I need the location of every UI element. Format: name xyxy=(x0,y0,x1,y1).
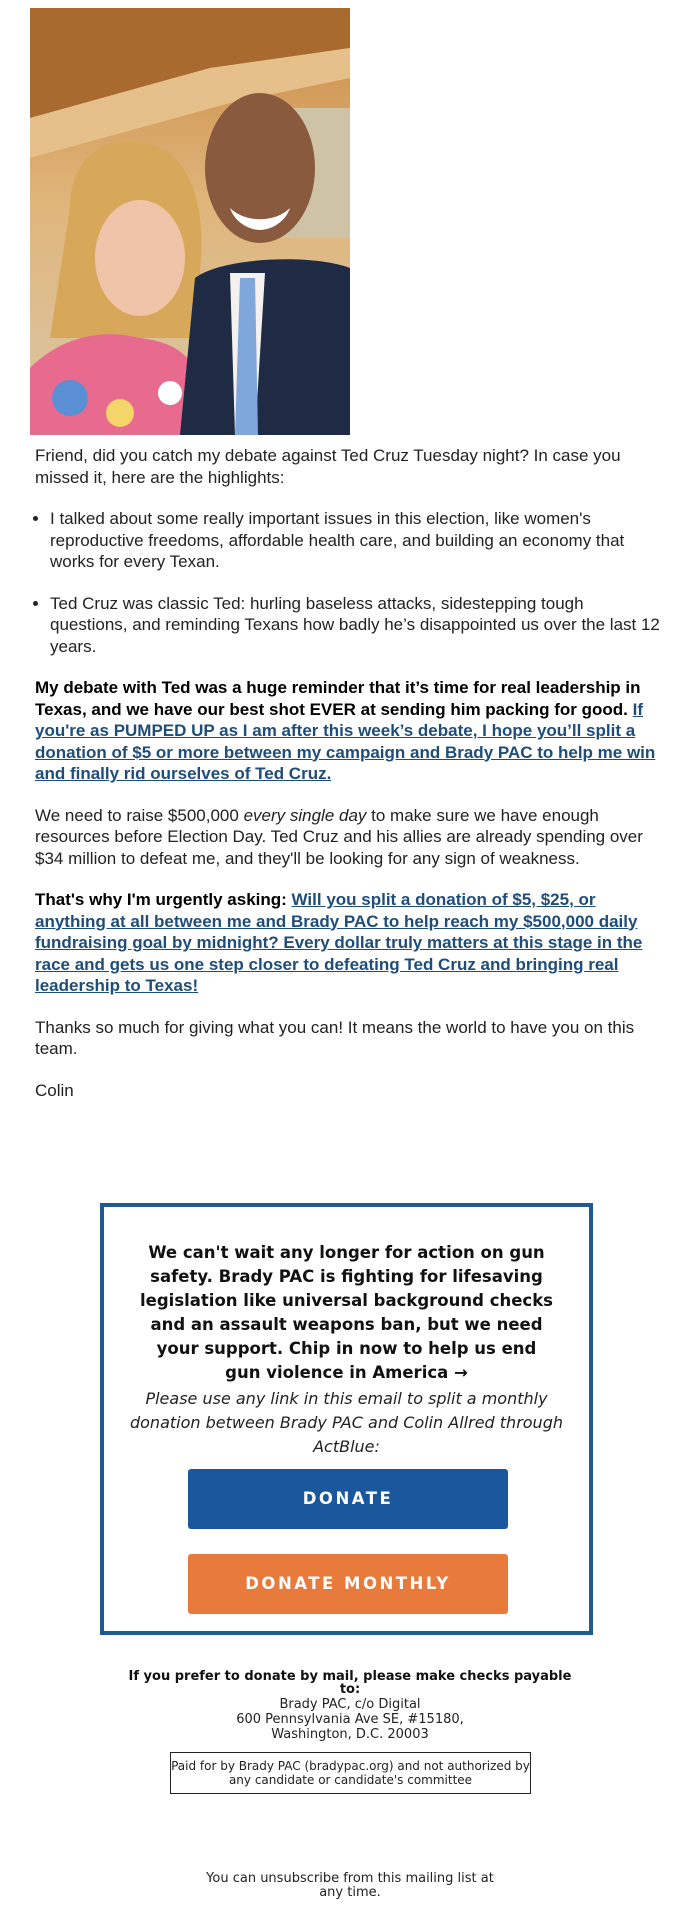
email-body xyxy=(35,445,665,1121)
highlight-item: • I talked about some really important issues in this election, like women's reproductive freedoms, affordable health care, and building an economy that works for every Texan. xyxy=(50,508,665,573)
candidate-photo xyxy=(30,8,350,435)
donate-button[interactable]: DONATE xyxy=(188,1469,508,1529)
candidate-photo-illustration xyxy=(30,8,350,435)
fundraising-text-start: We need to raise $500,000 xyxy=(35,805,244,825)
split-donation-link[interactable]: If you're as PUMPED UP as I am after this week’s debate, I hope you’ll split a donation of $5 or more between my campaign and Brady PAC to help me win and finally rid ourselves of Ted Cruz. xyxy=(35,699,656,783)
fundraising-text-end: to make sure we have enough resources before Election Day. Ted Cruz and his allies are already spending over $34 million to defeat me, and they'll be looking for any sign of weakness. xyxy=(35,805,643,868)
donate-monthly-button[interactable]: DONATE MONTHLY xyxy=(188,1554,508,1614)
mailing-address xyxy=(200,1697,500,1742)
unsubscribe-text: You can unsubscribe from this mailing list at any time. xyxy=(206,1871,494,1900)
fundraising-emphasis: every single day xyxy=(243,805,367,825)
thanks-paragraph: Thanks so much for giving what you can! It means the world to have you on this team. xyxy=(35,1017,635,1058)
donation-box-note: Please use any link in this email to split a monthly donation between Brady PAC and Colin Allred through ActBlue: xyxy=(129,1389,563,1456)
goal-donation-link[interactable]: Will you split a donation of $5, $25, or anything at all between me and Brady PAC to help reach my $500,000 daily fundraising goal by midnight? Every dollar truly matters at this stage in the race and gets us one step closer to defeating Ted Cruz and bringing real leadership to Texas! xyxy=(35,890,643,995)
donation-box-heading: We can't wait any longer for action on gun safety. Brady PAC is fighting for lifesaving legislation like universal background checks and an assault weapons ban, but we need your support. Chip in now to help us end gun violence in America → xyxy=(140,1243,553,1382)
address-line: 600 Pennsylvania Ave SE, #15180, xyxy=(236,1712,464,1727)
highlights-list xyxy=(35,508,665,657)
fundraising-paragraph xyxy=(35,805,665,870)
leadership-bold-text: My debate with Ted was a huge reminder that it’s time for real leadership in Texas, and we have our best shot EVER at sending him packing for good. xyxy=(35,678,641,719)
signature: Colin xyxy=(35,1080,74,1100)
urgent-ask-bold: That's why I'm urgently asking: xyxy=(35,890,287,909)
intro-paragraph: Friend, did you catch my debate against Ted Cruz Tuesday night? In case you missed it, here are the highlights: xyxy=(35,446,621,487)
paid-for-disclaimer: Paid for by Brady PAC (bradypac.org) and not authorized by any candidate or candidate's committee xyxy=(170,1752,531,1794)
donation-box xyxy=(100,1203,593,1635)
highlight-item: • Ted Cruz was classic Ted: hurling baseless attacks, sidestepping tough questions, and reminding Texans how badly he’s disappointed us over the last 12 years. xyxy=(50,593,665,658)
urgent-ask-paragraph xyxy=(35,889,665,997)
leadership-paragraph xyxy=(35,677,665,785)
mail-donation-heading: If you prefer to donate by mail, please make checks payable to: xyxy=(128,1669,572,1697)
address-line: Washington, D.C. 20003 xyxy=(271,1727,429,1742)
address-line: Brady PAC, c/o Digital xyxy=(279,1697,421,1712)
